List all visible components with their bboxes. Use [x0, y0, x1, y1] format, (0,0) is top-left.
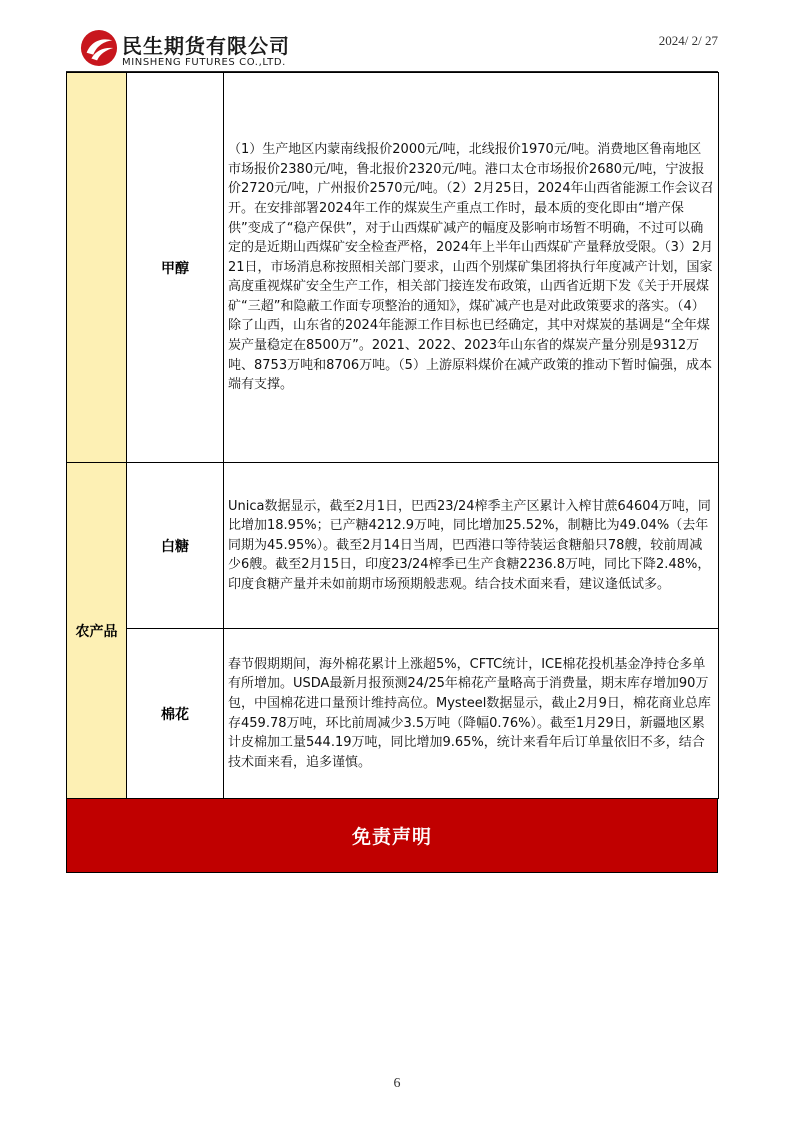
analysis-text-cotton: 春节假期期间，海外棉花累计上涨超5%，CFTC统计，ICE棉花投机基金净持仓多单有所增加。USDA最新月报预测24/25年棉花产量略高于消费量，期末库存增加90万包，中国棉花进口量预计维持高位。Mysteel数据显示，截止2月9日，棉花商业总库存459.78万吨，环比前周减少3.5万吨（降幅0.76%）。截至1月29日，新疆地区累计皮棉加工量544.19万吨，同比增加9.65%，统计来看年后订单量依旧不多，结合技术面来看，追多谨慎。	[228, 656, 711, 770]
analysis-text-methanol: （1）生产地区内蒙南线报价2000元/吨，北线报价1970元/吨。消费地区鲁南地区市场报价2380元/吨，鲁北报价2320元/吨。港口太仓市场报价2680元/吨，宁波报价2720元/吨，广州报价2570元/吨。（2）2月25日，2024年山西省能源工作会议召开。在安排部署2024年工作的煤炭生产重点工作时，最本质的变化即由“增产保供”变成了“稳产保供”，对于山西煤矿减产的幅度及影响市场暂不明确，不过可以确定的是近期山西煤矿安全检查严格，2024年上半年山西煤矿产量释放受限。（3）2月21日，市场消息称按照相关部门要求，山西个别煤矿集团将执行年度减产计划，国家高度重视煤矿安全生产工作，相关部门接连发布政策，山西省近期下发《关于开展煤矿“三超”和隐蔽工作面专项整治的通知》，煤矿减产也是对此政策要求的落实。（4）除了山西，山东省的2024年能源工作目标也已经确定，其中对煤炭的基调是“全年煤炭产量稳定在8500万”。2021、2022、2023年山东省的煤炭产量分别是9312万吨、8753万吨和8706万吨。（5）上游原料煤价在减产政策的推动下暂时偏强，成本端有支撑。	[228, 142, 714, 393]
category-cell-energy	[67, 73, 127, 463]
commodity-table	[66, 72, 718, 799]
minsheng-logo-icon	[80, 29, 118, 67]
company-name-en: MINSHENG FUTURES CO.,LTD.	[122, 57, 286, 68]
category-cell-agriculture: 农产品	[67, 463, 127, 799]
commodity-analysis-sugar	[224, 463, 719, 629]
table-row-methanol	[67, 73, 719, 463]
page-number: 6	[393, 1076, 401, 1091]
table-row-cotton	[67, 629, 719, 799]
commodity-name-methanol: 甲醇	[127, 73, 224, 463]
disclaimer-banner: 免责声明	[66, 798, 718, 873]
commodity-analysis-cotton	[224, 629, 719, 799]
company-name-cn: 民生期货有限公司	[122, 34, 290, 58]
table-row-sugar	[67, 463, 719, 629]
commodity-name-cotton: 棉花	[127, 629, 224, 799]
page-header	[0, 0, 794, 72]
commodity-name-sugar: 白糖	[127, 463, 224, 629]
commodity-analysis-methanol	[224, 73, 719, 463]
report-date: 2024/ 2/ 27	[658, 33, 718, 48]
analysis-text-sugar: Unica数据显示，截至2月1日，巴西23/24榨季主产区累计入榨甘蔗64604万吨，同比增加18.95%；已产糖4212.9万吨，同比增加25.52%，制糖比为49.04%（去年同期为45.95%）。截至2月14日当周，巴西港口等待装运食糖船只78艘，较前周减少6艘。截至2月15日，印度23/24榨季已生产食糖2236.8万吨，同比下降2.48%，印度食糖产量并未如前期市场预期般悲观。结合技术面来看，建议逢低试多。	[228, 498, 711, 592]
